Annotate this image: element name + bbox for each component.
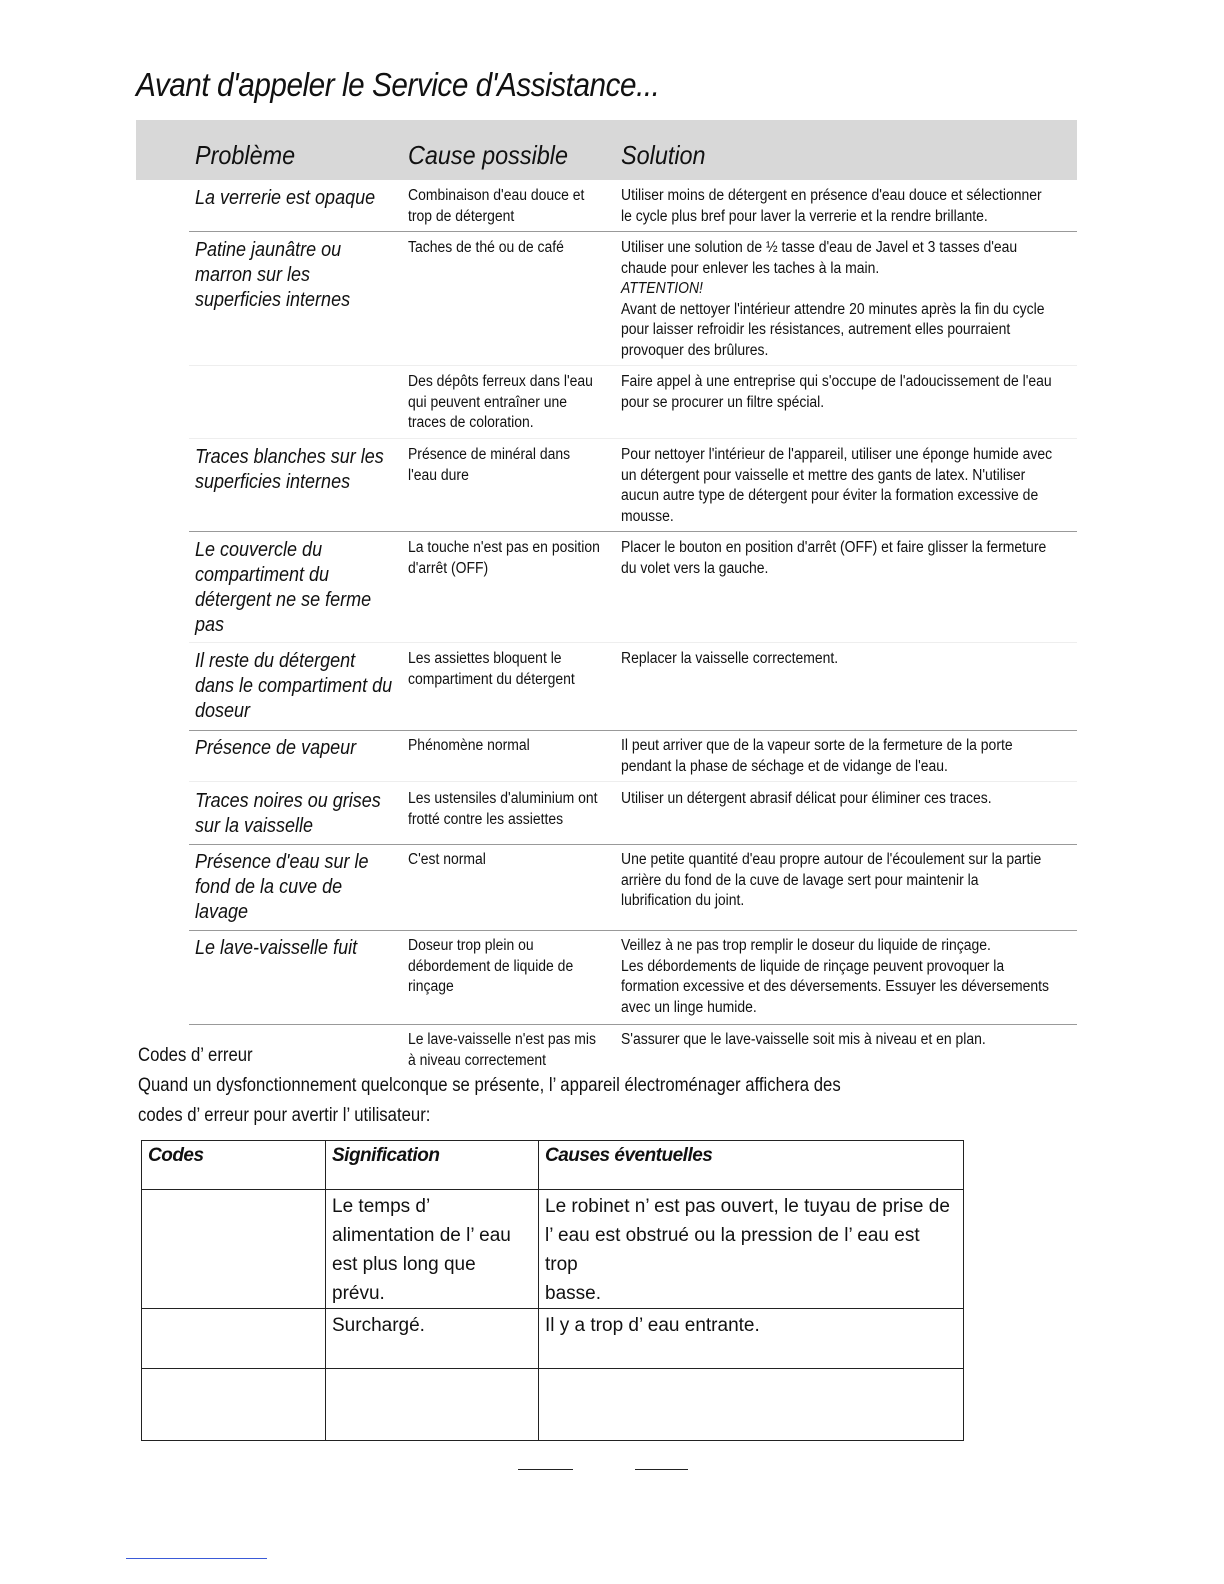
table-row: [189, 736, 1077, 782]
header-problem: Problème: [195, 140, 296, 170]
solution-cell: Il peut arriver que de la vapeur sorte de la fermeture de la porte pendant la phase de séchage et de vidange de l'eau.: [621, 737, 1013, 775]
cause-cell: Les ustensiles d'aluminium ont frotté contre les assiettes: [408, 790, 598, 828]
causes-cell: Le robinet n’ est pas ouvert, le tuyau de prise de l’ eau est obstrué ou la pression de l’ eau est trop basse.: [539, 1190, 964, 1309]
causes-cell: [539, 1369, 964, 1441]
header-meaning: Signification: [326, 1141, 539, 1190]
page-title: Avant d'appeler le Service d'Assistance...: [136, 66, 660, 103]
header-cause: Cause possible: [408, 140, 569, 170]
solution-cell: Une petite quantité d'eau propre autour de l'écoulement sur la partie arrière du fond de la cuve de lavage sert pour maintenir la lubrification du joint.: [621, 851, 1042, 909]
cause-cell: Les assiettes bloquent le compartiment du détergent: [408, 650, 575, 688]
problem-cell: Traces blanches sur les superficies internes: [195, 446, 384, 493]
table-row: [189, 372, 1077, 439]
solution-extra: Avant de nettoyer l'intérieur attendre 20 minutes après la fin du cycle pour laisser refroidir les résistances, autrement elles pourraient provoquer des brûlures.: [621, 300, 1045, 359]
meaning-cell: Surchargé.: [326, 1309, 539, 1369]
footer-link-underline: [126, 1558, 267, 1559]
cause-cell: Le lave-vaisselle n'est pas mis à niveau correctement: [408, 1031, 596, 1069]
header-solution: Solution: [621, 140, 706, 170]
table-row: [189, 850, 1077, 931]
cause-cell: Phénomène normal: [408, 737, 530, 754]
problem-cell: La verrerie est opaque: [195, 187, 376, 209]
table-row: [189, 445, 1077, 532]
solution-cell: Utiliser un détergent abrasif délicat pour éliminer ces traces.: [621, 790, 992, 807]
footer-rule: [635, 1469, 688, 1470]
error-codes-table: [141, 1140, 964, 1441]
solution-cell: [621, 238, 1089, 361]
table-row: [189, 789, 1077, 845]
cause-cell: La touche n'est pas en position d'arrêt (OFF): [408, 539, 600, 577]
cause-cell: Présence de minéral dans l'eau dure: [408, 446, 571, 484]
problem-cell: Le couvercle du compartiment du détergent ne se ferme pas: [195, 539, 372, 636]
table-row: [189, 238, 1077, 366]
cause-cell: Doseur trop plein ou débordement de liquide de rinçage: [408, 937, 574, 995]
error-codes-intro-line1: Quand un dysfonctionnement quelconque se présente, l’ appareil électroménager affichera des: [138, 1075, 841, 1096]
problem-cell: Patine jaunâtre ou marron sur les superficies internes: [195, 239, 351, 311]
cause-cell: Combinaison d'eau douce et trop de détergent: [408, 187, 585, 225]
error-codes-intro: [138, 1041, 841, 1131]
cause-cell: C'est normal: [408, 851, 486, 868]
solution-cell: Pour nettoyer l'intérieur de l'appareil, utiliser une éponge humide avec un détergent pour vaisselle et mettre des gants de latex. N'utiliser aucun autre type de détergent pour éviter la formation excessive de mousse.: [621, 446, 1053, 525]
problem-cell: Le lave-vaisselle fuit: [195, 937, 358, 959]
problem-cell: Présence d'eau sur le fond de la cuve de lavage: [195, 851, 369, 923]
attention-label: ATTENTION!: [621, 280, 703, 297]
solution-cell: Replacer la vaisselle correctement.: [621, 650, 839, 667]
table-row: [189, 936, 1077, 1025]
problem-cell: Présence de vapeur: [195, 737, 357, 759]
solution-cell: S'assurer que le lave-vaisselle soit mis à niveau et en plan.: [621, 1031, 986, 1048]
solution-cell: Faire appel à une entreprise qui s'occupe de l'adoucissement de l'eau pour se procurer un filtre spécial.: [621, 373, 1052, 411]
table-row: [142, 1369, 964, 1441]
footer-rule: [518, 1469, 573, 1470]
table-row: [189, 186, 1077, 232]
table-row: [142, 1309, 964, 1369]
code-cell: [142, 1369, 326, 1441]
solution-text: Utiliser une solution de ½ tasse d'eau de Javel et 3 tasses d'eau chaude pour enlever les taches à la main.: [621, 239, 1018, 277]
code-cell: [142, 1309, 326, 1369]
code-cell: [142, 1190, 326, 1309]
problem-cell: Traces noires ou grises sur la vaisselle: [195, 790, 381, 837]
meaning-cell: [326, 1369, 539, 1441]
cause-cell: Des dépôts ferreux dans l'eau qui peuvent entraîner une traces de coloration.: [408, 373, 593, 431]
error-codes-header-row: [142, 1141, 964, 1190]
header-codes: Codes: [142, 1141, 326, 1190]
table-row: [142, 1190, 964, 1309]
solution-cell: Placer le bouton en position d'arrêt (OFF) et faire glisser la fermeture du volet vers la gauche.: [621, 539, 1047, 577]
header-causes: Causes éventuelles: [539, 1141, 964, 1190]
solution-cell: Utiliser moins de détergent en présence d'eau douce et sélectionner le cycle plus bref pour laver la verrerie et la rendre brillante.: [621, 187, 1042, 225]
meaning-cell: Le temps d’ alimentation de l’ eau est plus long que prévu.: [326, 1190, 539, 1309]
table-row: [189, 538, 1077, 643]
causes-cell: Il y a trop d’ eau entrante.: [539, 1309, 964, 1369]
problem-cell: Il reste du détergent dans le compartiment du doseur: [195, 650, 393, 722]
error-codes-intro-line2: codes d’ erreur pour avertir l’ utilisateur:: [138, 1105, 431, 1126]
cause-cell: Taches de thé ou de café: [408, 239, 564, 256]
error-codes-heading: Codes d’ erreur: [138, 1045, 253, 1066]
table-row: [189, 649, 1077, 731]
solution-cell: Veillez à ne pas trop remplir le doseur du liquide de rinçage. Les débordements de liquide de rinçage peuvent provoquer la formation excessive et des déversements. Essuyer les déversements avec un linge humide.: [621, 937, 1049, 1016]
